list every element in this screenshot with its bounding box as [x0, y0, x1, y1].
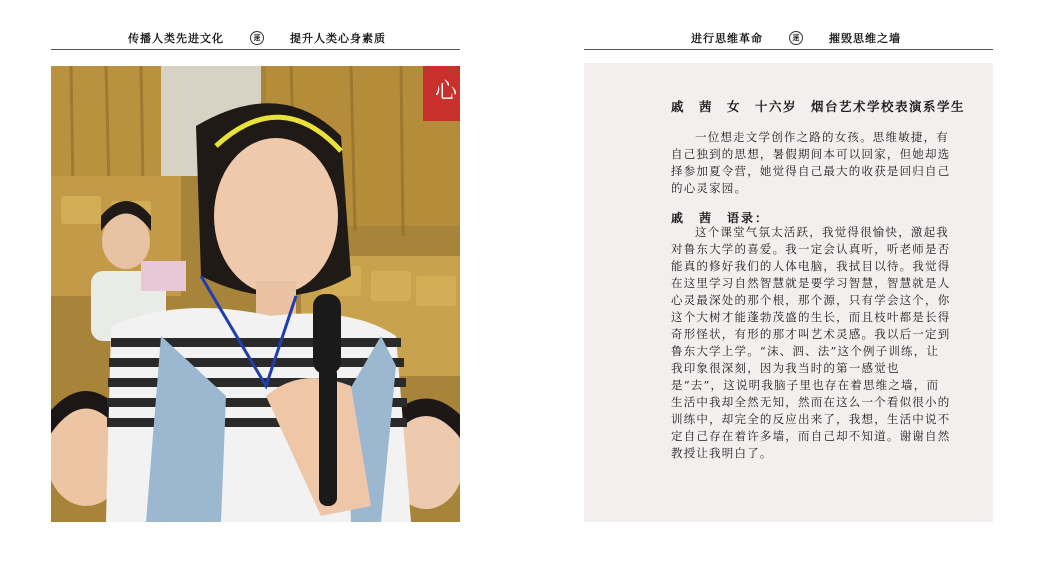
running-head-left-text-a: 传播人类先进文化 — [128, 32, 224, 45]
student-speaking-photo — [51, 66, 460, 522]
emblem-icon: 蒾 — [250, 31, 264, 45]
running-head-left-text-b: 提升人类心身素质 — [290, 32, 386, 45]
banner-text: 心 — [435, 79, 458, 104]
student-quote: 这个课堂气氛太活跃，我觉得很愉快，激起我对鲁东大学的喜爱。我一定会认真听，听老师是否能真的修好我们的人体电脑，我拭目以待。我觉得在这里学习自然智慧就是要学习智慧，智慧就是人心灵最深处的那个根，那个源，只有学会这个，你这个大树才能蓬勃茂盛的生长，而且枝叶都是长得奇形怪状，有形的那才叫艺术灵感。我以后一定到鲁东大学上学。“沫、泗、法”这个例子训练，让我印象很深刻，因为我当时的第一感觉也是“去”，这说明我脑子里也存在着思维之墙，而生活中我却全然无知，然而在这么一个看似很小的训练中，却完全的反应出来了，我想，生活中说不定自己存在着许多墙，而自己却不知道。谢谢自然教授让我明白了。 — [671, 225, 951, 460]
running-head-right-text-a: 进行思维革命 — [691, 32, 763, 45]
running-head-left — [128, 30, 386, 46]
running-head-right-text-b: 摧毁思维之墙 — [829, 32, 901, 45]
emblem-icon: 蒾 — [789, 31, 803, 45]
student-intro: 一位想走文学创作之路的女孩。思维敏捷，有自己独到的思想，暑假期间本可以回家，但她却选择参加夏令营，她觉得自己最大的收获是回归自己的心灵家园。 — [671, 130, 951, 195]
student-name-line: 戚 茜 女 十六岁 烟台艺术学校表演系学生 — [671, 99, 966, 114]
header-rule-left — [51, 49, 460, 50]
running-head-right — [691, 30, 901, 46]
photo-illustration — [51, 66, 460, 522]
header-rule-right — [584, 49, 993, 50]
profile-panel — [584, 63, 993, 522]
quote-heading: 戚 茜 语录： — [671, 211, 770, 225]
